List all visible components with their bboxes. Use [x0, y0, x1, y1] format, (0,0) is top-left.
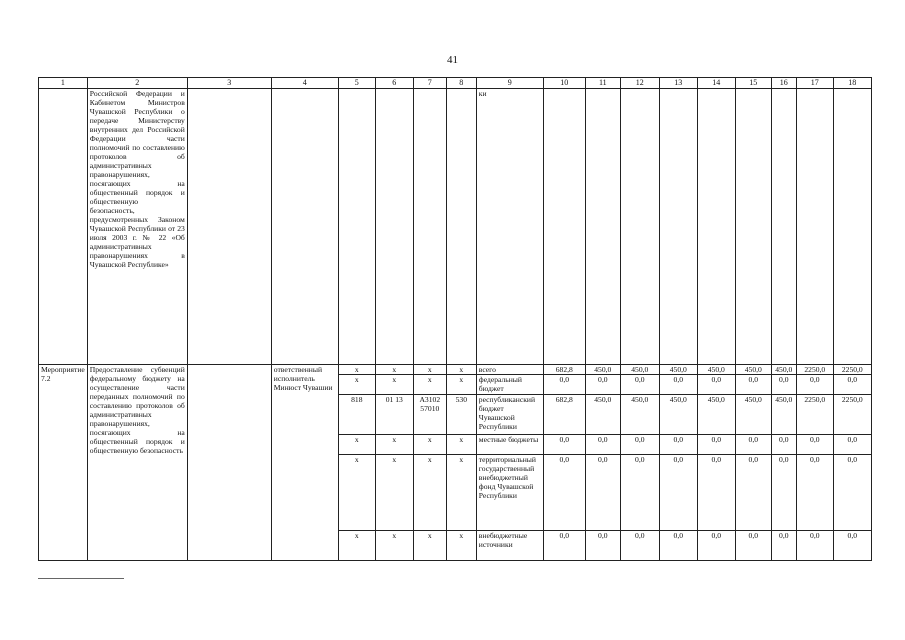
table-cell: [338, 89, 375, 365]
value-cell: 0,0: [620, 435, 659, 455]
code-cell: x: [375, 531, 413, 561]
value-cell: 450,0: [585, 365, 620, 375]
value-cell: 0,0: [697, 375, 735, 395]
code-cell: 01 13: [375, 395, 413, 435]
value-cell: 2250,0: [796, 395, 833, 435]
value-cell: 450,0: [659, 365, 697, 375]
value-cell: 0,0: [771, 531, 796, 561]
continuation-row: [39, 89, 872, 365]
table-cell: [413, 89, 446, 365]
table-cell: [659, 89, 697, 365]
value-cell: 450,0: [735, 365, 771, 375]
code-cell: x: [446, 455, 476, 531]
value-cell: 0,0: [796, 531, 833, 561]
column-header: 11: [585, 78, 620, 89]
value-cell: 682,8: [543, 395, 585, 435]
value-cell: 450,0: [697, 365, 735, 375]
budget-table: [38, 77, 872, 561]
value-cell: 450,0: [771, 395, 796, 435]
value-cell: 0,0: [697, 455, 735, 531]
code-cell: x: [446, 365, 476, 375]
value-cell: 0,0: [833, 435, 871, 455]
code-cell: x: [375, 375, 413, 395]
value-cell: 682,8: [543, 365, 585, 375]
code-cell: x: [413, 455, 446, 531]
value-cell: 0,0: [771, 455, 796, 531]
responsible-executor: ответственный исполнитель Минюст Чувашии: [271, 365, 338, 561]
value-cell: 0,0: [833, 375, 871, 395]
column-header: 7: [413, 78, 446, 89]
value-cell: 450,0: [620, 365, 659, 375]
table-cell: [446, 89, 476, 365]
table-cell: [735, 89, 771, 365]
value-cell: 2250,0: [796, 365, 833, 375]
value-cell: 0,0: [620, 375, 659, 395]
column-header: 16: [771, 78, 796, 89]
table-cell: [620, 89, 659, 365]
column-header: 4: [271, 78, 338, 89]
table-cell: [833, 89, 871, 365]
table-cell: [187, 365, 271, 561]
value-cell: 0,0: [833, 455, 871, 531]
code-cell: x: [413, 365, 446, 375]
value-cell: 0,0: [543, 531, 585, 561]
funding-source: всего: [476, 365, 543, 375]
event-description: Предоставление субвенций федеральному бюджету на осуществление части переданных полномочий по составлению протоколов об административных правонарушениях, посягающих на общественный порядок и общественную безопасность: [87, 365, 187, 561]
code-cell: x: [446, 435, 476, 455]
code-cell: x: [413, 531, 446, 561]
table-cell: [796, 89, 833, 365]
value-cell: 0,0: [796, 375, 833, 395]
continued-description: Российской Федерации и Кабинетом Министров Чувашской Республики о передаче Министерству внутренних дел Российской Федерации части полномочий по составлению протоколов об административных правонарушениях, посягающих на общественный порядок и общественную безопасность, предусмотренных Законом Чувашской Республики от 23 июля 2003 г. № 22 «Об административных правонарушениях в Чувашской Республике»: [87, 89, 187, 365]
code-cell: А3102 57010: [413, 395, 446, 435]
value-cell: 0,0: [659, 455, 697, 531]
value-cell: 2250,0: [833, 395, 871, 435]
value-cell: 0,0: [697, 435, 735, 455]
code-cell: x: [338, 455, 375, 531]
value-cell: 0,0: [771, 435, 796, 455]
value-cell: 0,0: [543, 375, 585, 395]
value-cell: 0,0: [735, 455, 771, 531]
value-cell: 0,0: [585, 375, 620, 395]
table-cell: [375, 89, 413, 365]
funding-source: республиканский бюджет Чувашской Республики: [476, 395, 543, 435]
code-cell: x: [338, 365, 375, 375]
column-header: 2: [87, 78, 187, 89]
value-cell: 450,0: [620, 395, 659, 435]
code-cell: x: [413, 375, 446, 395]
table-cell: [543, 89, 585, 365]
page-number: 41: [447, 54, 458, 66]
value-cell: 450,0: [697, 395, 735, 435]
funding-source: местные бюджеты: [476, 435, 543, 455]
column-header: 17: [796, 78, 833, 89]
column-header: 9: [476, 78, 543, 89]
value-cell: 0,0: [659, 375, 697, 395]
value-cell: 0,0: [620, 531, 659, 561]
column-header: 13: [659, 78, 697, 89]
code-cell: x: [446, 531, 476, 561]
value-cell: 0,0: [735, 435, 771, 455]
value-cell: 2250,0: [833, 365, 871, 375]
value-cell: 0,0: [659, 531, 697, 561]
funding-row: [39, 365, 872, 375]
funding-source: федеральный бюджет: [476, 375, 543, 395]
column-header: 18: [833, 78, 871, 89]
value-cell: 0,0: [585, 531, 620, 561]
code-cell: x: [446, 375, 476, 395]
value-cell: 450,0: [659, 395, 697, 435]
table-cell: [39, 89, 88, 365]
event-label: Мероприятие 7.2: [39, 365, 88, 561]
value-cell: 0,0: [620, 455, 659, 531]
table-cell: [771, 89, 796, 365]
value-cell: 0,0: [585, 435, 620, 455]
table-cell: [187, 89, 271, 365]
continued-source: ки: [476, 89, 543, 365]
footnote-separator: [38, 578, 124, 579]
value-cell: 0,0: [735, 375, 771, 395]
column-header: 3: [187, 78, 271, 89]
column-header: 8: [446, 78, 476, 89]
column-number-row: [39, 78, 872, 89]
value-cell: 450,0: [771, 365, 796, 375]
funding-source: внебюджетные источники: [476, 531, 543, 561]
code-cell: x: [338, 531, 375, 561]
value-cell: 0,0: [771, 375, 796, 395]
value-cell: 0,0: [833, 531, 871, 561]
value-cell: 0,0: [796, 455, 833, 531]
column-header: 14: [697, 78, 735, 89]
code-cell: x: [413, 435, 446, 455]
value-cell: 0,0: [543, 455, 585, 531]
code-cell: x: [375, 435, 413, 455]
code-cell: x: [375, 365, 413, 375]
value-cell: 0,0: [735, 531, 771, 561]
code-cell: 818: [338, 395, 375, 435]
funding-source: территориальный государственный внебюджетный фонд Чувашской Республики: [476, 455, 543, 531]
column-header: 1: [39, 78, 88, 89]
code-cell: x: [375, 455, 413, 531]
code-cell: 530: [446, 395, 476, 435]
value-cell: 0,0: [543, 435, 585, 455]
value-cell: 450,0: [735, 395, 771, 435]
value-cell: 0,0: [697, 531, 735, 561]
value-cell: 0,0: [796, 435, 833, 455]
table-cell: [271, 89, 338, 365]
table-cell: [697, 89, 735, 365]
value-cell: 0,0: [585, 455, 620, 531]
column-header: 15: [735, 78, 771, 89]
column-header: 6: [375, 78, 413, 89]
value-cell: 0,0: [659, 435, 697, 455]
column-header: 10: [543, 78, 585, 89]
column-header: 12: [620, 78, 659, 89]
code-cell: x: [338, 375, 375, 395]
value-cell: 450,0: [585, 395, 620, 435]
table-cell: [585, 89, 620, 365]
column-header: 5: [338, 78, 375, 89]
code-cell: x: [338, 435, 375, 455]
